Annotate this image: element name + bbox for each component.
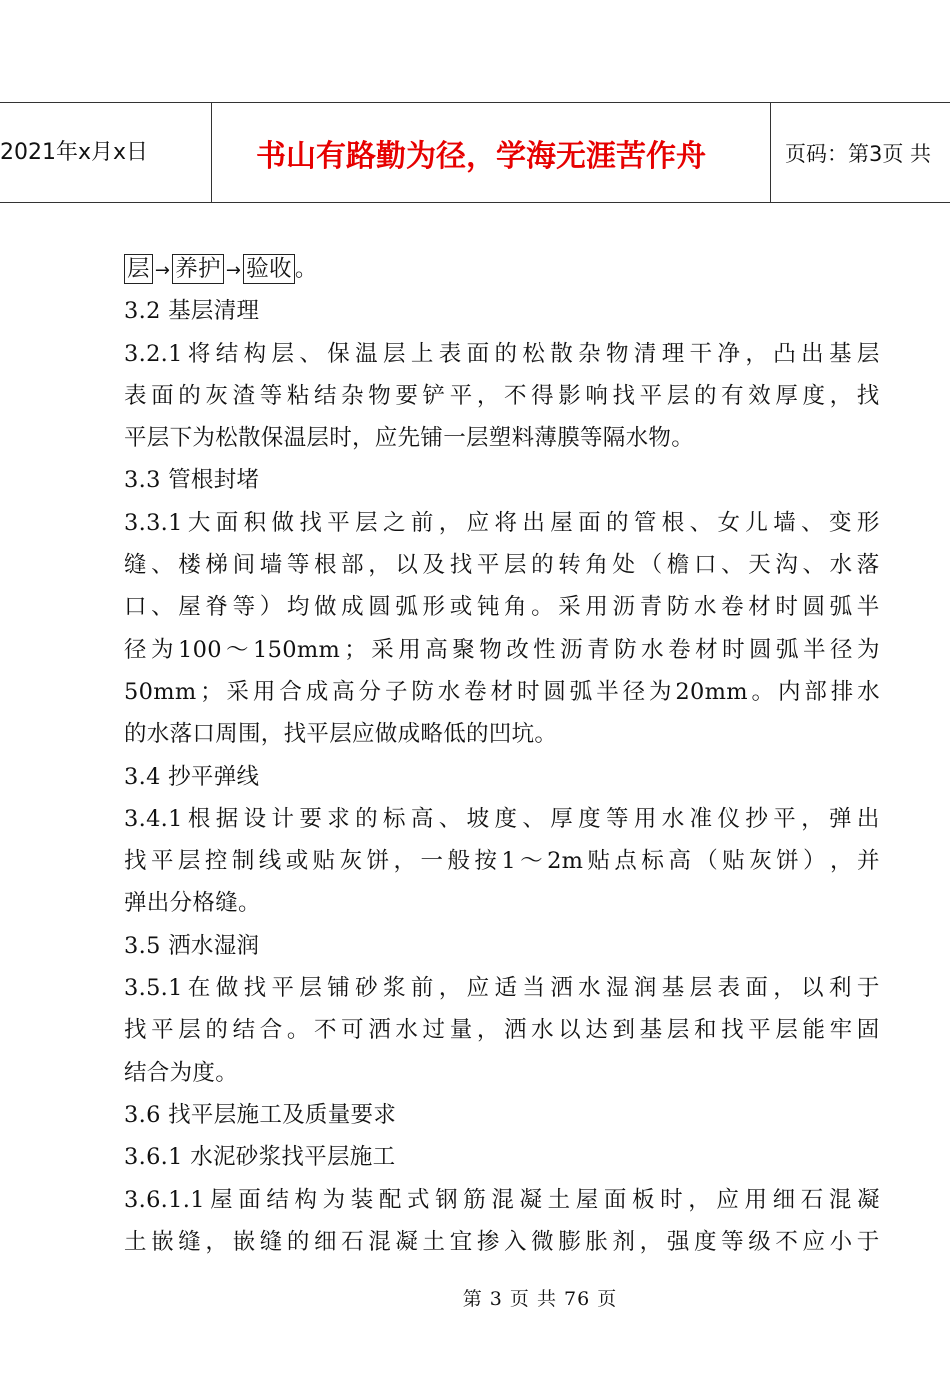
text-line: 口 、 屋 脊 等 ） 均 做 成 圆 弧 形 或 钝 角 。 采 用 沥 青 防 水 卷 材 时 圆 弧 半 [124, 594, 880, 621]
text-line: 3.6.1.1 屋 面 结 构 为 装 配 式 钢 筋 混 凝 土 屋 面 板 时 ， 应 用 细 石 混 凝 [124, 1186, 880, 1213]
text-line: 50mm ； 采 用 合 成 高 分 子 防 水 卷 材 时 圆 弧 半 径 为 20mm 。 内 部 排 水 [124, 678, 880, 705]
page-footer: 第 3 页 共 76 页 [462, 1288, 618, 1310]
paragraph-lines [124, 290, 880, 1263]
text-line: 平层下为松散保温层时，应先铺一层塑料薄膜等隔水物。 [124, 425, 695, 452]
text-line: 3.3.1 大 面 积 做 找 平 层 之 前 ， 应 将 出 屋 面 的 管 根 、 女 儿 墙 、 变 形 [124, 509, 880, 536]
text-line: 的水落口周围，找平层应做成略低的凹坑。 [124, 721, 558, 748]
text-line: 缝 、 楼 梯 间 墙 等 根 部 ， 以 及 找 平 层 的 转 角 处 （ 檐 口 、 天 沟 、 水 落 [124, 552, 880, 579]
text-line: 3.4 抄平弹线 [124, 763, 260, 790]
text-line: 结合为度。 [124, 1059, 239, 1086]
text-line: 3.4.1 根 据 设 计 要 求 的 标 高 、 坡 度 、 厚 度 等 用 水 准 仪 抄 平 ， 弹 出 [124, 805, 880, 832]
flow-box-curing: 养护 [172, 254, 224, 284]
document-body [124, 248, 880, 1263]
text-line: 土 嵌 缝 ， 嵌 缝 的 细 石 混 凝 土 宜 掺 入 微 膨 胀 剂 ， 强 度 等 级 不 应 小 于 [124, 1228, 880, 1255]
text-line: 表 面 的 灰 渣 等 粘 结 杂 物 要 铲 平 ， 不 得 影 响 找 平 层 的 有 效 厚 度 ， 找 [124, 382, 880, 409]
flow-box-layer: 层 [124, 254, 153, 284]
text-line: 3.5 洒水湿润 [124, 932, 260, 959]
text-line: 弹出分格缝。 [124, 890, 261, 917]
page-header [0, 102, 950, 203]
text-line: 3.6 找平层施工及质量要求 [124, 1101, 397, 1128]
arrow-right-icon: → [154, 260, 171, 281]
flow-end-punct: 。 [294, 256, 318, 282]
text-line: 3.6.1 水泥砂浆找平层施工 [124, 1144, 396, 1171]
text-line: 找 平 层 控 制 线 或 贴 灰 饼 ， 一 般 按 1 ～ 2m 贴 点 标 高 （ 贴 灰 饼 ） ， 并 [124, 848, 880, 875]
text-line: 径 为 100 ～ 150mm ； 采 用 高 聚 物 改 性 沥 青 防 水 卷 材 时 圆 弧 半 径 为 [124, 636, 880, 663]
text-line: 3.3 管根封堵 [124, 467, 260, 494]
header-motto: 书山有路勤为径，学海无涯苦作舟 [211, 103, 771, 202]
header-date: 2021年x月x日 [0, 140, 149, 165]
flow-box-acceptance: 验收 [243, 254, 295, 284]
text-line: 3.2.1 将 结 构 层 、 保 温 层 上 表 面 的 松 散 杂 物 清 理 干 净 ， 凸 出 基 层 [124, 340, 880, 367]
arrow-right-icon: → [225, 260, 242, 281]
header-page-label: 页码：第3页 共 [785, 141, 932, 166]
flow-line [124, 248, 880, 290]
text-line: 3.5.1 在 做 找 平 层 铺 砂 浆 前 ， 应 适 当 洒 水 湿 润 基 层 表 面 ， 以 利 于 [124, 975, 880, 1002]
text-line: 3.2 基层清理 [124, 298, 260, 325]
text-line: 找 平 层 的 结 合 。 不 可 洒 水 过 量 ， 洒 水 以 达 到 基 层 和 找 平 层 能 牢 固 [124, 1017, 880, 1044]
